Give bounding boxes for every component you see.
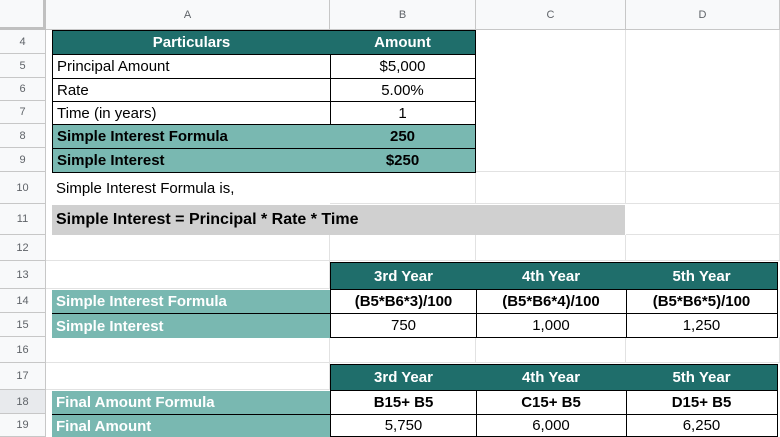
table3-header-5th-year[interactable]: 5th Year xyxy=(626,364,778,391)
row-header-6[interactable]: 6 xyxy=(0,78,46,101)
table3-label-fa[interactable]: Final Amount xyxy=(52,415,330,437)
table2-header-5th-year[interactable]: 5th Year xyxy=(626,262,778,290)
row-header-16[interactable]: 16 xyxy=(0,337,46,363)
row-header-12[interactable]: 12 xyxy=(0,235,46,261)
row-header-8[interactable]: 8 xyxy=(0,124,46,148)
empty-cell-c10[interactable] xyxy=(476,172,626,204)
column-header-b[interactable]: B xyxy=(330,0,476,30)
empty-cell-c12[interactable] xyxy=(476,235,626,261)
table1-value-rate[interactable]: 5.00% xyxy=(330,79,476,102)
table2-header-4th-year[interactable]: 4th Year xyxy=(476,262,627,290)
row-header-18[interactable]: 18 xyxy=(0,390,46,414)
formula-banner[interactable]: Simple Interest = Principal * Rate * Time xyxy=(52,205,625,235)
row-header-5[interactable]: 5 xyxy=(0,54,46,78)
table2-label-si-formula[interactable]: Simple Interest Formula xyxy=(52,290,330,314)
column-header-a[interactable]: A xyxy=(46,0,330,30)
column-header-c[interactable]: C xyxy=(476,0,626,30)
empty-cells-d4-d9[interactable] xyxy=(626,30,780,172)
empty-cell-d10[interactable] xyxy=(626,172,780,204)
row-header-10[interactable]: 10 xyxy=(0,172,46,204)
table1-header-particulars[interactable]: Particulars xyxy=(52,30,331,55)
table2-formula-3rd-year[interactable]: (B5*B6*3)/100 xyxy=(330,290,477,314)
table1-header-amount[interactable]: Amount xyxy=(330,30,476,55)
table3-value-4th-year[interactable]: 6,000 xyxy=(476,415,627,437)
empty-cell-d16[interactable] xyxy=(626,337,780,363)
empty-cell-b12[interactable] xyxy=(330,235,476,261)
table1-value-si-formula[interactable]: 250 xyxy=(330,125,476,149)
row-header-4[interactable]: 4 xyxy=(0,30,46,54)
table2-label-si[interactable]: Simple Interest xyxy=(52,314,330,338)
empty-cells-c4-c9[interactable] xyxy=(476,30,626,172)
row-header-13[interactable]: 13 xyxy=(0,261,46,289)
table1-label-si[interactable]: Simple Interest xyxy=(52,149,331,173)
table1-label-rate[interactable]: Rate xyxy=(52,79,331,102)
table3-header-3rd-year[interactable]: 3rd Year xyxy=(330,364,477,391)
table1-label-principal[interactable]: Principal Amount xyxy=(52,55,331,79)
table3-header-4th-year[interactable]: 4th Year xyxy=(476,364,627,391)
empty-cell-a17[interactable] xyxy=(46,363,330,390)
row-header-14[interactable]: 14 xyxy=(0,289,46,313)
table2-formula-4th-year[interactable]: (B5*B6*4)/100 xyxy=(476,290,627,314)
table1-value-si[interactable]: $250 xyxy=(330,149,476,173)
table1-label-si-formula[interactable]: Simple Interest Formula xyxy=(52,125,331,149)
note-text[interactable]: Simple Interest Formula is, xyxy=(56,179,235,197)
column-header-d[interactable]: D xyxy=(626,0,780,30)
empty-cell-a16[interactable] xyxy=(46,337,330,363)
empty-cell-a12[interactable] xyxy=(46,235,330,261)
table1-value-time[interactable]: 1 xyxy=(330,102,476,125)
table2-value-4th-year[interactable]: 1,000 xyxy=(476,314,627,338)
table3-label-fa-formula[interactable]: Final Amount Formula xyxy=(52,391,330,415)
row-header-19[interactable]: 19 xyxy=(0,414,46,437)
empty-cell-b10[interactable] xyxy=(330,172,476,204)
empty-cell-b16[interactable] xyxy=(330,337,476,363)
table3-formula-3rd-year[interactable]: B15+ B5 xyxy=(330,391,477,415)
table1-value-principal[interactable]: $5,000 xyxy=(330,55,476,79)
table2-formula-5th-year[interactable]: (B5*B6*5)/100 xyxy=(626,290,778,314)
row-header-7[interactable]: 7 xyxy=(0,101,46,124)
table1-label-time[interactable]: Time (in years) xyxy=(52,102,331,125)
empty-cell-d11[interactable] xyxy=(626,204,780,235)
empty-cell-a13[interactable] xyxy=(46,261,330,289)
table3-formula-5th-year[interactable]: D15+ B5 xyxy=(626,391,778,415)
table2-value-3rd-year[interactable]: 750 xyxy=(330,314,477,338)
row-header-11[interactable]: 11 xyxy=(0,204,46,235)
table3-value-3rd-year[interactable]: 5,750 xyxy=(330,415,477,437)
row-header-9[interactable]: 9 xyxy=(0,148,46,172)
table3-value-5th-year[interactable]: 6,250 xyxy=(626,415,778,437)
row-header-15[interactable]: 15 xyxy=(0,313,46,337)
row-header-17[interactable]: 17 xyxy=(0,363,46,390)
empty-cell-d12[interactable] xyxy=(626,235,780,261)
table2-header-3rd-year[interactable]: 3rd Year xyxy=(330,262,477,290)
empty-cell-c16[interactable] xyxy=(476,337,626,363)
table3-formula-4th-year[interactable]: C15+ B5 xyxy=(476,391,627,415)
table2-value-5th-year[interactable]: 1,250 xyxy=(626,314,778,338)
select-all-corner[interactable] xyxy=(0,0,46,30)
